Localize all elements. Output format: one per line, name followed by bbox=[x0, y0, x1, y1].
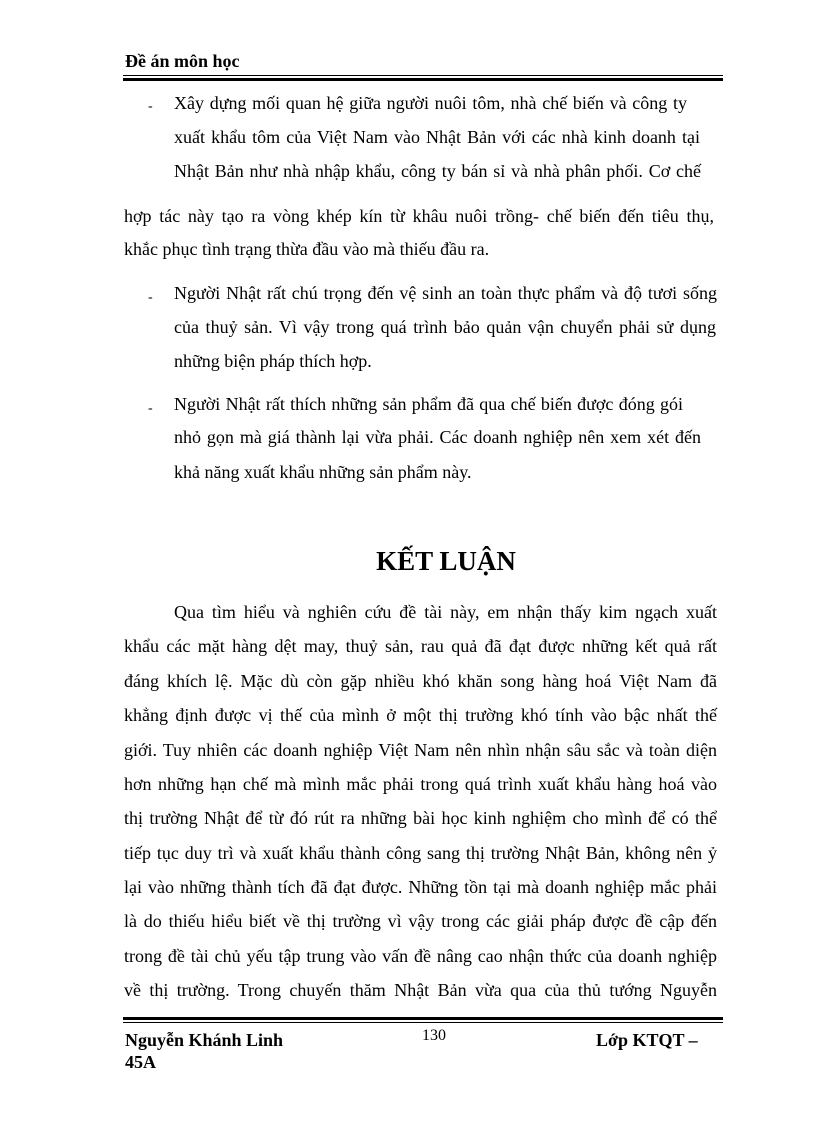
bullet-3-line-1: Người Nhật rất thích những sản phẩm đã qua chế biến được đóng gói bbox=[174, 394, 683, 414]
bullet-2-line-1: Người Nhật rất chú trọng đến vệ sinh an toàn thực phẩm và độ tươi sống bbox=[174, 283, 717, 303]
conclusion-line: giới. Tuy nhiên các doanh nghiệp Việt Nam nên nhìn nhận sâu sắc và toàn diện bbox=[124, 740, 717, 760]
header-rule-thin bbox=[123, 75, 723, 76]
bullet-marker: - bbox=[148, 99, 153, 114]
bullet-marker: - bbox=[148, 401, 153, 416]
bullet-2-line-3: những biện pháp thích hợp. bbox=[174, 351, 372, 371]
conclusion-line: khẩu các mặt hàng dệt may, thuỷ sản, rau quả đã đạt được những kết quả rất bbox=[124, 636, 717, 656]
bullet-1-line-1: Xây dựng mối quan hệ giữa người nuôi tôm, nhà chế biến và công ty bbox=[174, 93, 687, 113]
bullet-marker: - bbox=[148, 290, 153, 305]
bullet-1-line-3: Nhật Bản như nhà nhập khẩu, công ty bán sỉ và nhà phân phối. Cơ chế bbox=[174, 161, 701, 181]
conclusion-line: lại vào những thành tích đã đạt được. Những tồn tại mà doanh nghiệp mắc phải bbox=[124, 877, 717, 897]
conclusion-line: trong đề tài chủ yếu tập trung vào vấn đề nâng cao nhận thức của doanh nghiệp bbox=[124, 946, 717, 966]
conclusion-line: về thị trường. Trong chuyến thăm Nhật Bản vừa qua của thủ tướng Nguyễn bbox=[124, 980, 717, 1000]
conclusion-line: Qua tìm hiểu và nghiên cứu đề tài này, em nhận thấy kim ngạch xuất bbox=[174, 602, 717, 622]
conclusion-line: hơn những hạn chế mà mình mắc phải trong quá trình xuất khẩu hàng hoá vào bbox=[124, 774, 717, 794]
footer-class-label: Lớp KTQT – bbox=[596, 1030, 698, 1050]
document-header-title: Đề án môn học bbox=[125, 51, 240, 71]
conclusion-line: thị trường Nhật để từ đó rút ra những bài học kinh nghiệm cho mình để có thể bbox=[124, 808, 717, 828]
page-number: 130 bbox=[422, 1027, 446, 1044]
footer-author-cohort: 45A bbox=[125, 1052, 156, 1072]
footer-author-name: Nguyễn Khánh Linh bbox=[125, 1030, 284, 1050]
conclusion-line: đáng khích lệ. Mặc dù còn gặp nhiều khó khăn song hàng hoá Việt Nam đã bbox=[124, 671, 717, 691]
conclusion-line: là do thiếu hiểu biết về thị trường vì vậy trong các giải pháp được đề cập đến bbox=[124, 911, 717, 931]
continuation-line-1: hợp tác này tạo ra vòng khép kín từ khâu nuôi trồng- chế biến đến tiêu thụ, bbox=[124, 206, 714, 226]
footer-rule-thick bbox=[123, 1017, 723, 1020]
bullet-1-line-2: xuất khẩu tôm của Việt Nam vào Nhật Bản với các nhà kinh doanh tại bbox=[174, 127, 700, 147]
header-rule-thick bbox=[123, 78, 723, 81]
conclusion-line: tiếp tục duy trì và xuất khẩu thành công sang thị trường Nhật Bản, không nên ỷ bbox=[124, 843, 717, 863]
footer-rule-thin bbox=[123, 1022, 723, 1023]
footer-author bbox=[125, 1029, 283, 1073]
conclusion-heading: KẾT LUẬN bbox=[376, 546, 516, 576]
continuation-line-2: khắc phục tình trạng thừa đầu vào mà thiếu đầu ra. bbox=[124, 239, 490, 259]
conclusion-line: khẳng định được vị thế của mình ở một thị trường khó tính vào bậc nhất thế bbox=[124, 705, 717, 725]
bullet-3-line-2: nhỏ gọn mà giá thành lại vừa phải. Các doanh nghiệp nên xem xét đến bbox=[174, 427, 701, 447]
bullet-2-line-2: của thuỷ sản. Vì vậy trong quá trình bảo quản vận chuyển phải sử dụng bbox=[174, 317, 716, 337]
bullet-3-line-3: khả năng xuất khẩu những sản phẩm này. bbox=[174, 462, 472, 482]
